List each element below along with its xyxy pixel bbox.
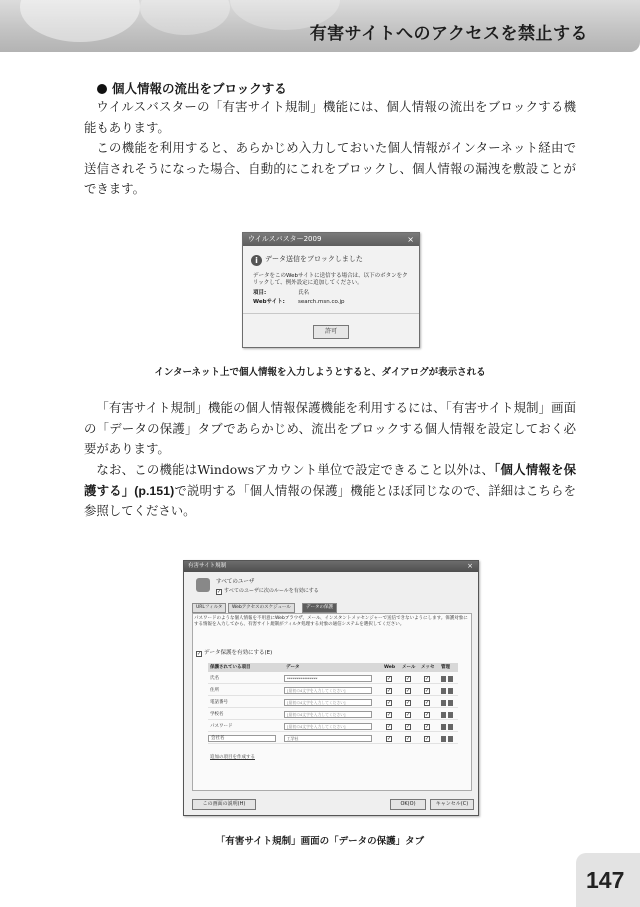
close-icon[interactable]: × xyxy=(467,562,473,570)
user-icon xyxy=(196,578,210,592)
data-field[interactable]: [最初の4文字を入力してください] xyxy=(284,687,372,694)
edit-icon[interactable] xyxy=(441,700,446,706)
item-name: 住所 xyxy=(210,688,219,693)
help-button[interactable]: この画面の説明(H) xyxy=(192,799,256,810)
data-field[interactable]: **************** xyxy=(284,675,372,682)
messenger-checkbox[interactable]: ✓ xyxy=(425,700,430,706)
item-name: パスワード xyxy=(210,724,233,729)
website-label: Webサイト: xyxy=(253,299,285,305)
ok-button[interactable]: OK(O) xyxy=(390,799,426,810)
add-item-link[interactable]: 追加の項目を作成する xyxy=(210,755,255,760)
body-paragraph xyxy=(84,460,576,522)
messenger-checkbox[interactable]: ✓ xyxy=(425,676,430,682)
mail-checkbox[interactable]: ✓ xyxy=(406,712,411,718)
trash-icon[interactable] xyxy=(448,724,453,730)
data-field[interactable]: [最初の4文字を入力してください] xyxy=(284,699,372,706)
tab-data-protection[interactable]: データの保護 xyxy=(302,603,337,613)
page-number: 147 xyxy=(586,867,625,893)
table-row xyxy=(208,698,458,708)
item-name: 氏名 xyxy=(210,676,219,681)
dialog-message-title xyxy=(251,253,363,266)
body-paragraph: 「有害サイト規制」機能の個人情報保護機能を利用するには、「有害サイト規制」画面の「データの保護」タブであらかじめ、流出をブロックする個人情報を設定しておく必要があります。 xyxy=(84,400,576,456)
dialog-title: ウイルスバスター2009 xyxy=(248,235,322,243)
edit-icon[interactable] xyxy=(441,676,446,682)
mail-checkbox[interactable]: ✓ xyxy=(406,676,411,682)
table-row xyxy=(208,686,458,696)
user-label: すべてのユーザ xyxy=(216,579,255,585)
messenger-checkbox[interactable]: ✓ xyxy=(425,736,430,742)
item-name: 電話番号 xyxy=(210,700,228,705)
dialog-message: データをこのWebサイトに送信する場合は、以下のボタンをクリックして、例外設定に追加してください。 xyxy=(253,273,408,286)
web-checkbox[interactable]: ✓ xyxy=(387,712,392,718)
mail-checkbox[interactable]: ✓ xyxy=(406,688,411,694)
item-value: 氏名 xyxy=(298,290,310,296)
allow-button[interactable]: 許可 xyxy=(313,325,349,339)
website-row xyxy=(253,297,345,305)
panel-description: パスワードのような個人情報を不用意にWebブラウザ、メール、インスタントメッセンジャーで送信できないようにします。保護対象にする情報を入力してから、有害サイト規制がフィルタ処理する対象の通信システムを選択してください。 xyxy=(194,616,468,627)
paragraph-text: なお、この機能はWindowsアカウント単位で設定できること以外は、 xyxy=(96,462,495,477)
parental-controls-dialog xyxy=(183,560,479,816)
decorative-shape xyxy=(20,0,140,42)
web-checkbox[interactable]: ✓ xyxy=(387,700,392,706)
web-checkbox[interactable]: ✓ xyxy=(387,688,392,694)
body-paragraph: ウイルスバスターの「有害サイト規制」機能には、個人情報の流出をブロックする機能もあります。 xyxy=(84,99,576,135)
all-users-checkbox[interactable] xyxy=(216,587,319,595)
body-paragraph: この機能を利用すると、あらかじめ入力しておいた個人情報がインターネット経由で送信されそうになった場合、自動的にこれをブロックし、個人情報の漏洩を敷設ことができます。 xyxy=(84,140,576,196)
dialog-title: 有害サイト規制 xyxy=(188,563,227,569)
bullet-icon xyxy=(97,84,107,94)
item-label: 項目: xyxy=(253,290,267,296)
info-icon: i xyxy=(251,255,262,266)
item-name: 学校名 xyxy=(210,712,224,717)
messenger-checkbox[interactable]: ✓ xyxy=(425,688,430,694)
enable-protection-checkbox[interactable] xyxy=(196,648,272,657)
trash-icon[interactable] xyxy=(448,688,453,694)
tab-web-schedule[interactable]: Webアクセスのスケジュール xyxy=(228,603,295,613)
web-checkbox[interactable]: ✓ xyxy=(387,736,392,742)
mail-checkbox[interactable]: ✓ xyxy=(406,724,411,730)
item-name-field[interactable]: 会社名 xyxy=(208,735,276,742)
divider xyxy=(243,313,419,314)
table-row xyxy=(208,734,458,744)
checkbox-label: データ保護を有効にする(E) xyxy=(204,650,273,656)
website-value: search.msn.co.jp xyxy=(298,299,345,305)
section-heading-text: 個人情報の流出をブロックする xyxy=(112,81,287,96)
web-checkbox[interactable]: ✓ xyxy=(387,724,392,730)
table-header xyxy=(208,663,458,672)
close-icon[interactable]: × xyxy=(407,235,414,244)
trash-icon[interactable] xyxy=(448,712,453,718)
checkbox-icon: ✓ xyxy=(217,589,222,595)
edit-icon[interactable] xyxy=(441,712,446,718)
edit-icon[interactable] xyxy=(441,724,446,730)
message-title-text: データ送信をブロックしました xyxy=(265,255,363,263)
checkbox-icon: ✓ xyxy=(197,651,202,657)
checkbox-label: すべてのユーザに次のルールを有効にする xyxy=(224,588,319,594)
cancel-button[interactable]: キャンセル(C) xyxy=(430,799,474,810)
data-field[interactable]: 工学社 xyxy=(284,735,372,742)
web-checkbox[interactable]: ✓ xyxy=(387,676,392,682)
dialog-titlebar xyxy=(243,233,419,246)
figure-caption: 「有害サイト規制」画面の「データの保護」タブ xyxy=(215,836,425,847)
trash-icon[interactable] xyxy=(448,700,453,706)
mail-checkbox[interactable]: ✓ xyxy=(406,736,411,742)
data-field[interactable]: [最初の4文字を入力してください] xyxy=(284,711,372,718)
blocked-data-dialog xyxy=(242,232,420,348)
table-row xyxy=(208,722,458,732)
chapter-header-band xyxy=(0,0,640,52)
item-row xyxy=(253,288,309,296)
figure-caption: インターネット上で個人情報を入力しようとすると、ダイアログが表示される xyxy=(154,367,486,378)
table-row xyxy=(208,674,458,684)
cross-reference: 「個人情報を保護する」(p.151) xyxy=(84,463,576,498)
trash-icon[interactable] xyxy=(448,736,453,742)
table-row xyxy=(208,710,458,720)
section-heading xyxy=(97,79,287,97)
column-header: データ xyxy=(286,665,300,670)
trash-icon[interactable] xyxy=(448,676,453,682)
edit-icon[interactable] xyxy=(441,688,446,694)
dialog-titlebar xyxy=(184,561,478,572)
paragraph-text: で説明する「個人情報の保護」機能とほぼ同じなので、詳細はこちらを参照してください。 xyxy=(84,482,576,518)
column-header: 管理 xyxy=(441,665,450,670)
messenger-checkbox[interactable]: ✓ xyxy=(425,724,430,730)
decorative-shape xyxy=(140,0,230,35)
mail-checkbox[interactable]: ✓ xyxy=(406,700,411,706)
column-header: Web xyxy=(384,665,396,670)
chapter-title: 有害サイトへのアクセスを禁止する xyxy=(309,24,588,43)
column-header: メッセ xyxy=(421,665,435,670)
column-header: メール xyxy=(402,665,416,670)
data-field[interactable]: [最初の4文字を入力してください] xyxy=(284,723,372,730)
tab-url-filter[interactable]: URLフィルタ xyxy=(192,603,226,613)
messenger-checkbox[interactable]: ✓ xyxy=(425,712,430,718)
edit-icon[interactable] xyxy=(441,736,446,742)
column-header: 保護されている項目 xyxy=(210,665,251,670)
